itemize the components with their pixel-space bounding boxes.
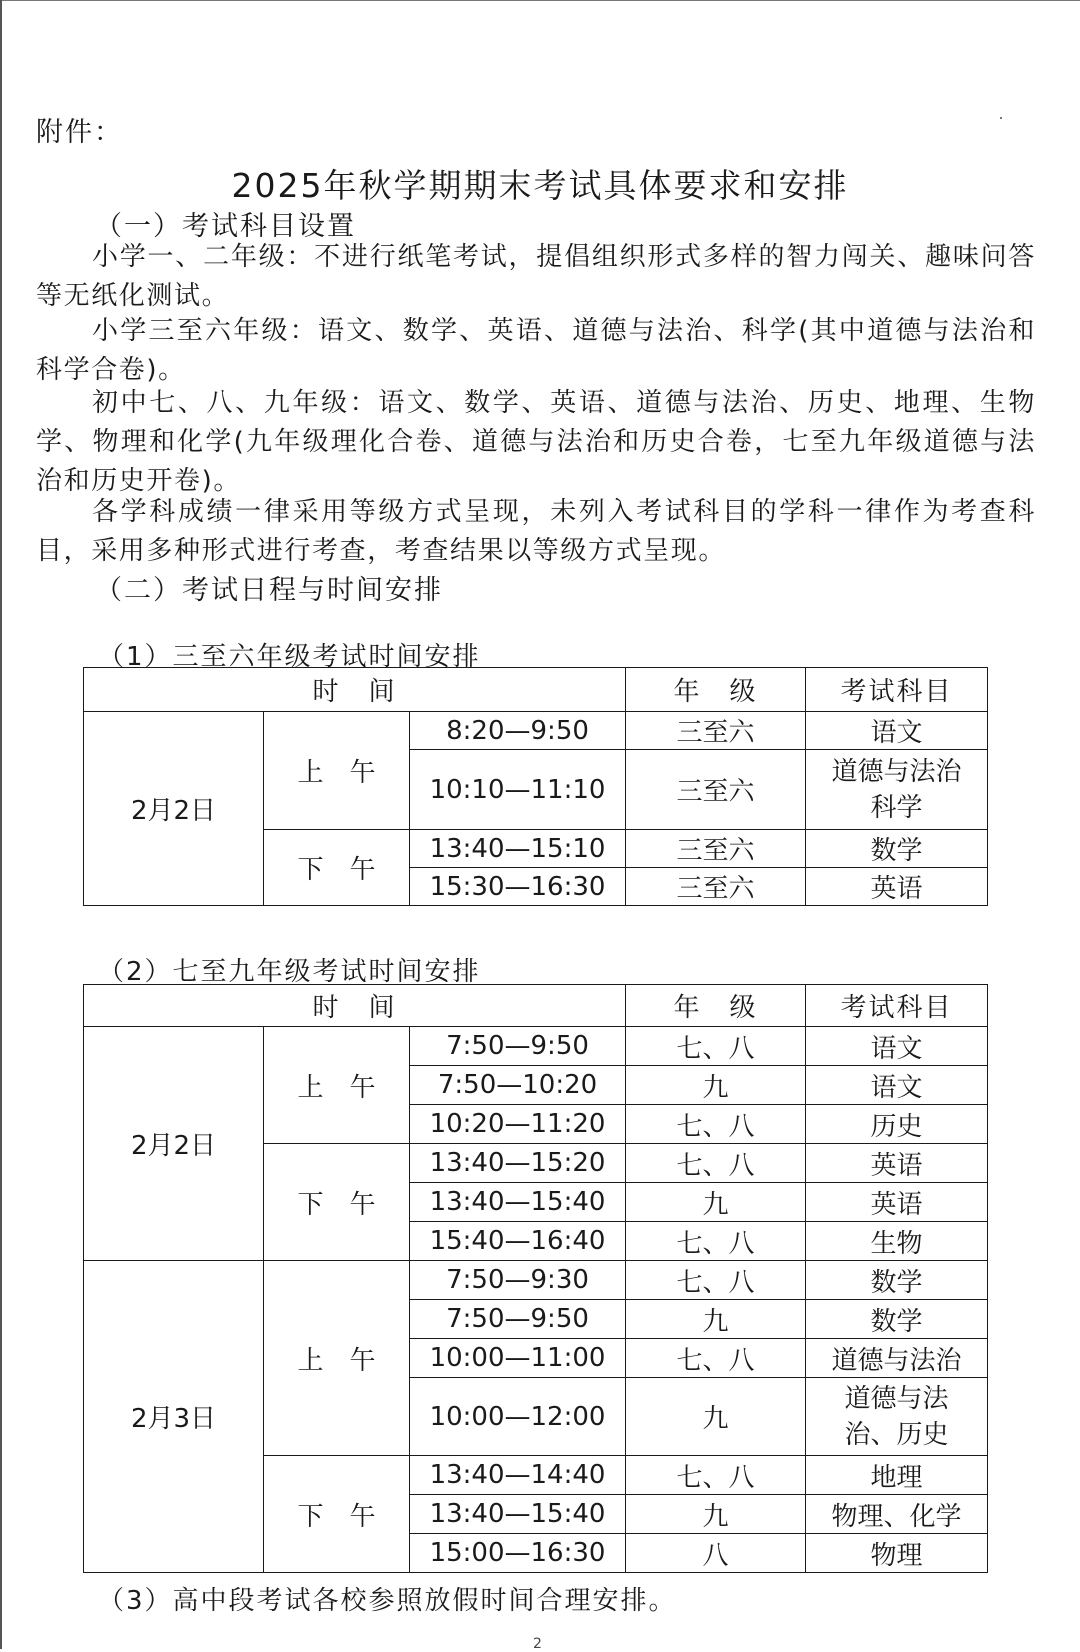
period-cell: 上 午 — [264, 1261, 410, 1456]
time-cell: 8:20—9:50 — [410, 712, 626, 750]
subject-cell: 数学 — [806, 1300, 988, 1339]
grade-cell: 七、八 — [626, 1456, 806, 1495]
header-grade: 年 级 — [626, 668, 806, 712]
table-header-row — [84, 985, 988, 1027]
grade-cell: 七、八 — [626, 1222, 806, 1261]
high-school-note: （3）高中段考试各校参照放假时间合理安排。 — [98, 1586, 677, 1616]
period-cell: 下 午 — [264, 1144, 410, 1261]
subject-cell: 语文 — [806, 1027, 988, 1066]
grade-cell: 九 — [626, 1300, 806, 1339]
time-cell: 13:40—15:10 — [410, 830, 626, 868]
time-cell: 7:50—9:50 — [410, 1027, 626, 1066]
subject-cell: 英语 — [806, 868, 988, 906]
subject-cell: 物理 — [806, 1534, 988, 1573]
subject-cell: 语文 — [806, 712, 988, 750]
grade-cell: 三至六 — [626, 868, 806, 906]
grade-cell: 三至六 — [626, 750, 806, 830]
table-row — [84, 1261, 988, 1300]
document-title: 2025年秋学期期末考试具体要求和安排 — [231, 166, 849, 205]
page-left-edge — [0, 0, 2, 1649]
subject-cell: 数学 — [806, 1261, 988, 1300]
table1-caption: （1）三至六年级考试时间安排 — [98, 642, 481, 672]
time-cell: 10:20—11:20 — [410, 1105, 626, 1144]
paragraph-grading: 各学科成绩一律采用等级方式呈现，未列入考试科目的学科一律作为考查科目，采用多种形式进行考查，考查结果以等级方式呈现。 — [36, 497, 1036, 566]
grade-cell: 九 — [626, 1066, 806, 1105]
grade-cell: 七、八 — [626, 1261, 806, 1300]
section2-heading: （二）考试日程与时间安排 — [95, 575, 443, 606]
paragraph-grade1-2: 小学一、二年级：不进行纸笔考试，提倡组织形式多样的智力闯关、趣味问答等无纸化测试。 — [36, 242, 1036, 311]
grade-cell: 七、八 — [626, 1027, 806, 1066]
time-cell: 10:10—11:10 — [410, 750, 626, 830]
grade-cell: 九 — [626, 1495, 806, 1534]
grade-cell: 七、八 — [626, 1144, 806, 1183]
paragraph-grade7-9: 初中七、八、九年级：语文、数学、英语、道德与法治、历史、地理、生物学、物理和化学(九年级理化合卷、道德与法治和历史合卷，七至九年级道德与法治和历史开卷)。 — [36, 388, 1036, 496]
header-subject: 考试科目 — [806, 668, 988, 712]
time-cell: 7:50—10:20 — [410, 1066, 626, 1105]
scan-speck — [1000, 117, 1002, 119]
time-cell: 10:00—12:00 — [410, 1378, 626, 1456]
grade-cell: 九 — [626, 1183, 806, 1222]
date-cell: 2月2日 — [84, 1027, 264, 1261]
subject-cell: 地理 — [806, 1456, 988, 1495]
paragraph-grade3-6: 小学三至六年级：语文、数学、英语、道德与法治、科学(其中道德与法治和科学合卷)。 — [36, 316, 1036, 385]
subject-cell: 数学 — [806, 830, 988, 868]
grade-cell: 七、八 — [626, 1339, 806, 1378]
header-time: 时 间 — [84, 985, 626, 1027]
section1-heading: （一）考试科目设置 — [95, 211, 356, 242]
grade-cell: 八 — [626, 1534, 806, 1573]
attachment-label: 附件： — [36, 117, 123, 148]
header-subject: 考试科目 — [806, 985, 988, 1027]
period-cell: 下 午 — [264, 1456, 410, 1573]
grade-cell: 七、八 — [626, 1105, 806, 1144]
time-cell: 15:40—16:40 — [410, 1222, 626, 1261]
subject-cell: 道德与法治 科学 — [806, 750, 988, 830]
header-time: 时 间 — [84, 668, 626, 712]
subject-cell: 道德与法治 — [806, 1339, 988, 1378]
time-cell: 13:40—15:40 — [410, 1495, 626, 1534]
date-cell: 2月2日 — [84, 712, 264, 906]
schedule-table-grade3-6 — [83, 667, 988, 906]
table-row — [84, 1027, 988, 1066]
time-cell: 13:40—15:40 — [410, 1183, 626, 1222]
time-cell: 15:00—16:30 — [410, 1534, 626, 1573]
time-cell: 15:30—16:30 — [410, 868, 626, 906]
time-cell: 7:50—9:30 — [410, 1261, 626, 1300]
subject-cell: 英语 — [806, 1183, 988, 1222]
grade-cell: 三至六 — [626, 712, 806, 750]
grade-cell: 三至六 — [626, 830, 806, 868]
subject-cell: 英语 — [806, 1144, 988, 1183]
subject-cell: 生物 — [806, 1222, 988, 1261]
period-cell: 上 午 — [264, 712, 410, 830]
period-cell: 下 午 — [264, 830, 410, 906]
table2-caption: （2）七至九年级考试时间安排 — [98, 957, 481, 987]
period-cell: 上 午 — [264, 1027, 410, 1144]
time-cell: 13:40—15:20 — [410, 1144, 626, 1183]
page-number: 2 — [533, 1636, 542, 1652]
time-cell: 10:00—11:00 — [410, 1339, 626, 1378]
page-top-edge — [0, 0, 1080, 1]
time-cell: 7:50—9:50 — [410, 1300, 626, 1339]
time-cell: 13:40—14:40 — [410, 1456, 626, 1495]
subject-cell: 语文 — [806, 1066, 988, 1105]
grade-cell: 九 — [626, 1378, 806, 1456]
subject-cell: 道德与法 治、历史 — [806, 1378, 988, 1456]
date-cell: 2月3日 — [84, 1261, 264, 1573]
subject-cell: 历史 — [806, 1105, 988, 1144]
header-grade: 年 级 — [626, 985, 806, 1027]
subject-cell: 物理、化学 — [806, 1495, 988, 1534]
table-row — [84, 712, 988, 750]
table-header-row — [84, 668, 988, 712]
schedule-table-grade7-9 — [83, 984, 988, 1573]
